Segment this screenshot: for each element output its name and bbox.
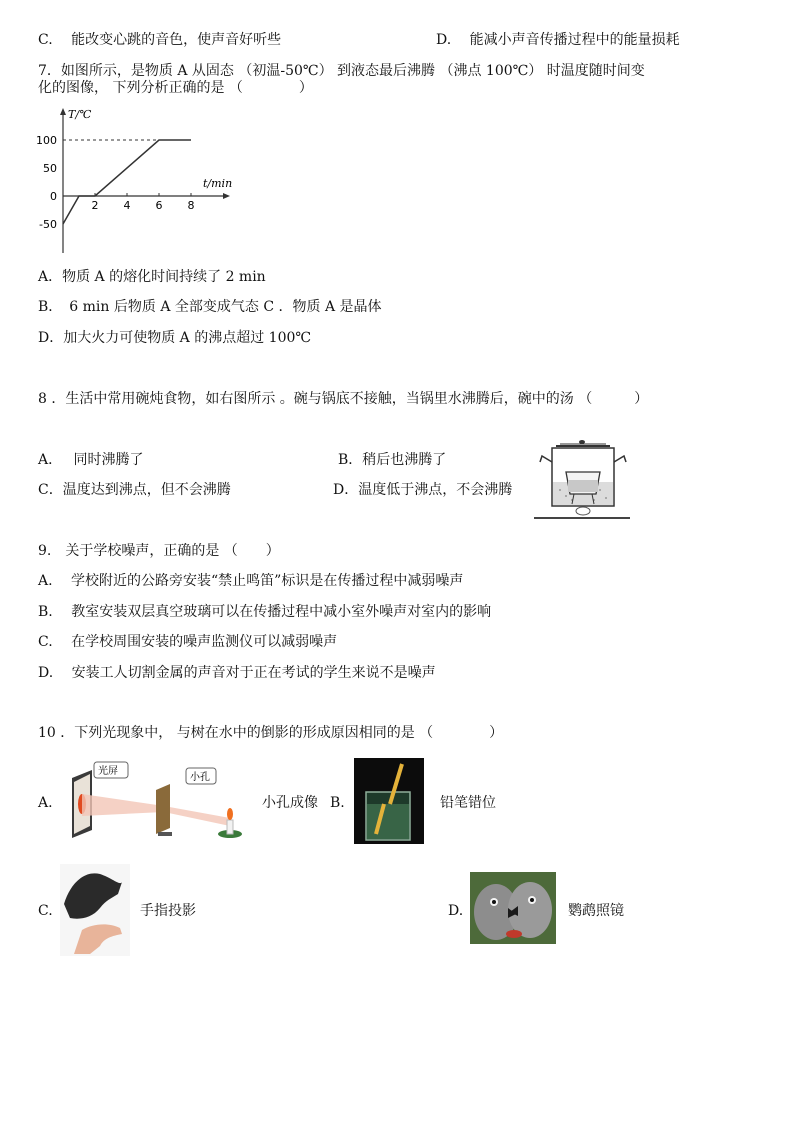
x-tick-label: 8	[187, 199, 195, 212]
q10-option-d-caption: 鹦鹉照镜	[568, 903, 624, 919]
q10-option-c-letter: C.	[38, 903, 53, 919]
x-tick-label: 2	[91, 199, 99, 212]
q10-option-a-caption: 小孔成像	[262, 795, 318, 811]
y-tick-label: 0	[50, 190, 57, 203]
q8-option-c: C．温度达到沸点，但不会沸腾	[38, 482, 231, 498]
q10-option-a-letter: A.	[38, 795, 53, 811]
q10-option-b-caption: 铅笔错位	[440, 795, 496, 811]
pencil-in-water-photo	[354, 758, 424, 844]
y-tick-label: 50	[43, 162, 57, 175]
q7-stem-line2: 化的图像， 下列分析正确的是 （ ）	[38, 80, 313, 96]
q10-option-b-letter: B.	[330, 795, 345, 811]
q10-option-d-letter: D.	[448, 903, 464, 919]
temperature-time-graph	[30, 103, 240, 258]
q8-option-d: D．温度低于沸点，不会沸腾	[333, 482, 513, 498]
q8-option-a: A． 同时沸腾了	[38, 452, 144, 468]
q7-stem-line1: 7．如图所示，是物质 A 从固态 （初温-50℃） 到液态最后沸腾 （沸点 100℃） 时温度随时间变	[38, 63, 645, 79]
x-axis-arrow	[223, 193, 230, 199]
y-axis-label: T/℃	[68, 108, 92, 121]
q10-option-c-caption: 手指投影	[140, 903, 196, 919]
q7-option-a: A．物质 A 的熔化时间持续了 2 min	[38, 269, 266, 285]
pot-with-bowl-illustration	[530, 428, 634, 520]
q7-option-d: D．加大火力可使物质 A 的沸点超过 100℃	[38, 330, 312, 346]
q9-stem: 9. 关于学校噪声，正确的是 （ ）	[38, 543, 280, 559]
y-axis-arrow	[60, 108, 66, 115]
pinhole-label: 小孔	[190, 772, 210, 783]
pinhole-imaging-illustration	[58, 760, 248, 842]
q9-option-b: B. 教室安装双层真空玻璃可以在传播过程中减小室外噪声对室内的影响	[38, 604, 492, 620]
y-tick-label: -50	[39, 218, 57, 231]
x-tick-label: 4	[123, 199, 131, 212]
q7-option-b-c: B． 6 min 后物质 A 全部变成气态 C ．物质 A 是晶体	[38, 299, 382, 315]
q8-option-b: B．稍后也沸腾了	[338, 452, 447, 468]
x-axis-label: t/min	[203, 177, 233, 190]
q9-option-d: D. 安装工人切割金属的声音对于正在考试的学生来说不是噪声	[38, 665, 436, 681]
q9-option-c: C. 在学校周围安装的噪声监测仪可以减弱噪声	[38, 634, 338, 650]
hand-shadow-photo	[60, 864, 130, 956]
parrots-mirror-photo	[470, 872, 556, 944]
x-tick-label: 6	[155, 199, 163, 212]
q6-option-c: C. 能改变心跳的音色，使声音好听些	[38, 32, 282, 48]
q8-stem: 8 ．生活中常用碗炖食物，如右图所示 。碗与锅底不接触，当锅里水沸腾后，碗中的汤 （ ）	[38, 391, 649, 407]
q10-stem: 10 ．下列光现象中， 与树在水中的倒影的形成原因相同的是 （ ）	[38, 725, 504, 741]
y-ticks	[36, 134, 57, 231]
q6-option-d: D. 能减小声音传播过程中的能量损耗	[436, 32, 680, 48]
q9-option-a: A. 学校附近的公路旁安装“禁止鸣笛”标识是在传播过程中减弱噪声	[38, 573, 464, 589]
screen-label: 光屏	[98, 766, 118, 777]
y-tick-label: 100	[36, 134, 57, 147]
